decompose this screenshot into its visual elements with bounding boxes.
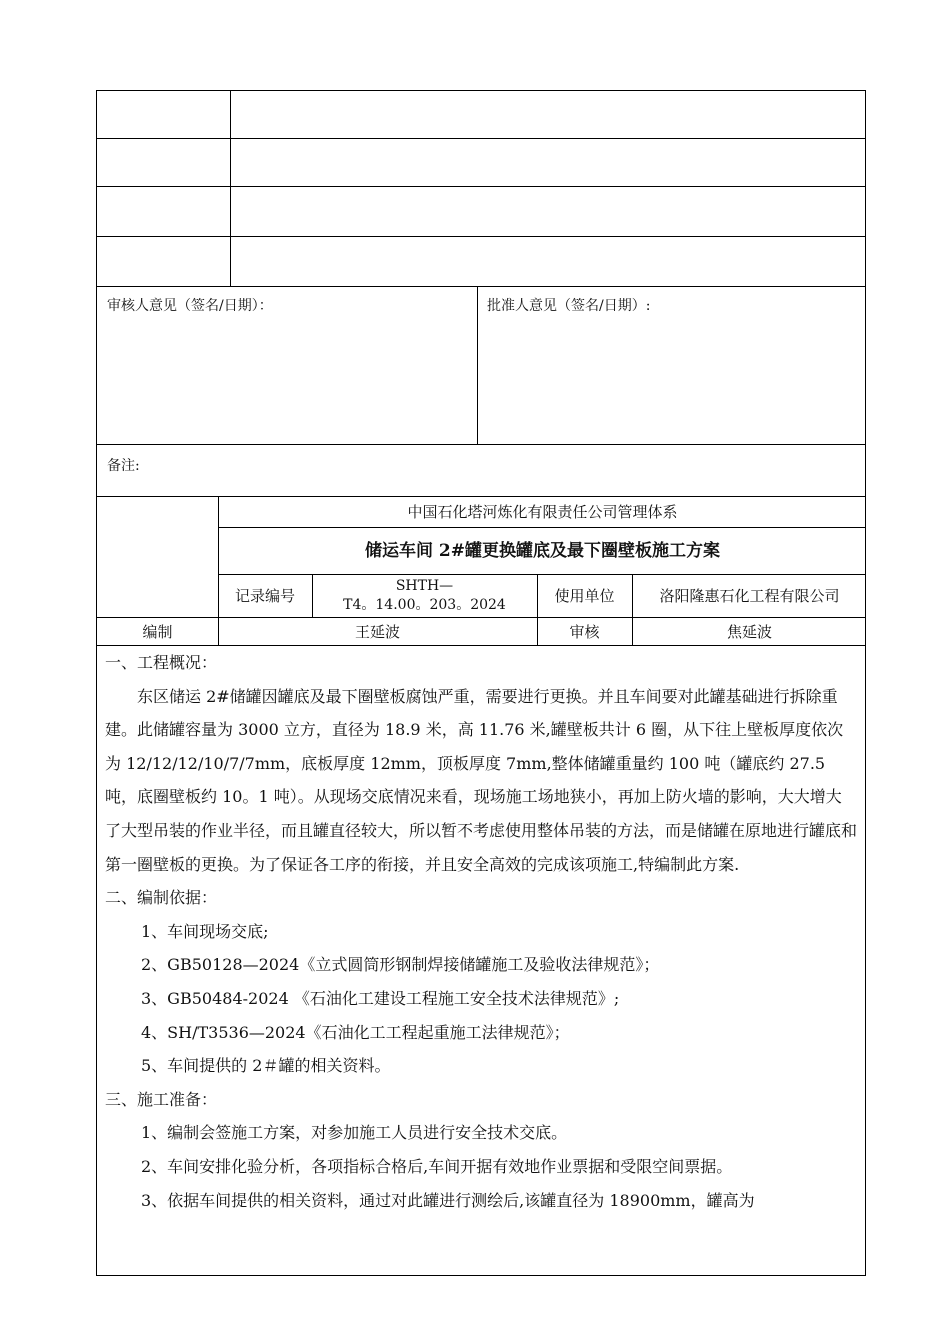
section-1-title: 一、工程概况： — [105, 653, 218, 672]
compiler-label: 编制 — [142, 623, 173, 641]
section-3-title: 三、施工准备： — [105, 1089, 218, 1109]
section-2-item: 1、车间现场交底; — [141, 921, 269, 941]
user-unit-value: 洛阳隆惠石化工程有限公司 — [659, 587, 840, 605]
section-1-paragraph: 东区储运 2#储罐因罐底及最下圈壁板腐蚀严重，需要进行更换。并且车间要对此罐基础进行拆除重建。此储罐容量为 3000 立方，直径为 18.9 米，高 11.76 米,罐壁板共计 6 圈，从下往上壁板厚度依次为 12/12/12/10/7/7mm，底板厚度 12mm，顶板厚度 7mm,整体储罐重量约 100 吨（罐底约 27.5 吨，底圈壁板约 10。1 吨）。从现场交底情况来看，现场施工场地狭小，再加上防火墙的影响，大大增大了大型吊装的作业半径，而且罐直径较大，所以暂不考虑使用整体吊装的方法，而是储罐在原地进行罐底和第一圈壁板的更换。为了保证各工序的衔接，并且安全高效的完成该项施工,特编制此方案. — [105, 686, 858, 874]
document-title: 储运车间 2#罐更换罐底及最下圈壁板施工方案 — [365, 541, 720, 561]
blank-row-3 — [97, 187, 865, 237]
record-no-line2: T4。14.00。203。2024 — [343, 597, 506, 613]
blank-row-1 — [97, 91, 865, 139]
section-3-item: 3、依据车间提供的相关资料，通过对此罐进行测绘后,该罐直径为 18900mm，罐高为 — [141, 1190, 755, 1210]
reviewer-label: 审核 — [569, 623, 600, 641]
section-2-item: 4、SH/T3536—2024《石油化工工程起重施工法律规范》； — [141, 1022, 570, 1042]
header-line-2 — [218, 574, 865, 575]
compiler-value: 王延波 — [354, 623, 400, 641]
document-body — [97, 646, 865, 1217]
review-divider — [477, 287, 478, 445]
approver-opinion-label: 批准人意见（签名/日期）: — [487, 298, 651, 314]
section-2-item: 5、车间提供的 2＃罐的相关资料。 — [141, 1056, 391, 1076]
reviewer-opinion-label: 审核人意见（签名/日期）： — [107, 298, 273, 314]
section-2-title: 二、编制依据： — [105, 888, 218, 908]
blank-rows-divider — [230, 91, 231, 287]
record-no-label: 记录编号 — [234, 587, 295, 605]
blank-row-2 — [97, 139, 865, 187]
blank-row-4 — [97, 237, 865, 287]
document-frame — [96, 90, 866, 1276]
section-3-item: 1、编制会签施工方案，对参加施工人员进行安全技术交底。 — [141, 1123, 568, 1143]
section-2-item: 3、GB50484-2024 《石油化工建设工程施工安全技术法律规范》; — [141, 988, 620, 1008]
remarks-label: 备注: — [107, 458, 140, 474]
header-line-3 — [97, 617, 865, 618]
company-system-name: 中国石化塔河炼化有限责任公司管理体系 — [407, 503, 678, 521]
remarks-row — [97, 445, 865, 497]
record-no-line1: SHTH— — [395, 578, 454, 594]
reviewer-value: 焦延波 — [726, 623, 772, 641]
section-3-item: 2、车间安排化验分析，各项指标合格后,车间开据有效地作业票据和受限空间票据。 — [141, 1156, 733, 1176]
header-line-1 — [218, 527, 865, 528]
user-unit-label: 使用单位 — [554, 587, 615, 605]
section-2-item: 2、GB50128—2024《立式圆筒形钢制焊接储罐施工及验收法律规范》； — [141, 955, 660, 975]
